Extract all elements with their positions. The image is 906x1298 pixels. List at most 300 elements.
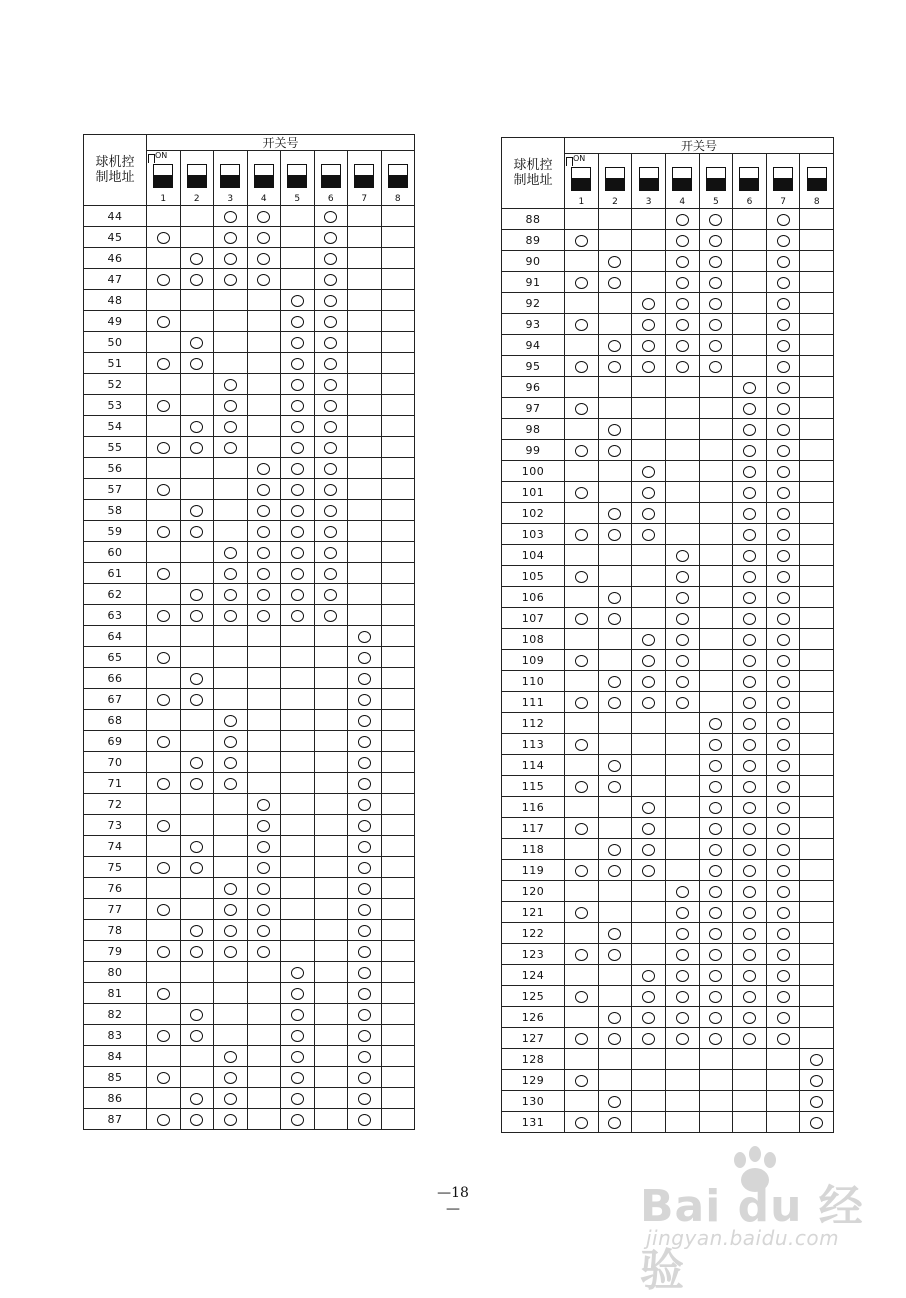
switch-cell: [598, 566, 632, 587]
switch-cell: [800, 755, 834, 776]
switch-cell: [348, 647, 382, 668]
switch-on-mark-icon: [676, 361, 689, 373]
switch-cell: [180, 1025, 214, 1046]
address-cell: 84: [84, 1046, 147, 1067]
switch-cell: [247, 1067, 281, 1088]
table-row: [84, 437, 415, 458]
switch-on-mark-icon: [224, 400, 237, 412]
switch-cell: [180, 542, 214, 563]
switch-on-mark-icon: [709, 1012, 722, 1024]
switch-lever-icon: [739, 167, 759, 191]
switch-on-mark-icon: [777, 802, 790, 814]
switch-on-mark-icon: [190, 778, 203, 790]
switch-cell: [800, 860, 834, 881]
switch-cell: [147, 1025, 181, 1046]
switch-cell: [281, 605, 315, 626]
switch-cell: [381, 647, 415, 668]
switch-cell: [214, 857, 248, 878]
switch-cell: [348, 689, 382, 710]
switch-cell: [699, 965, 733, 986]
switch-cell: [665, 839, 699, 860]
switch-cell: [699, 545, 733, 566]
switch-cell: [214, 668, 248, 689]
switch-cell: [348, 710, 382, 731]
switch-on-mark-icon: [777, 466, 790, 478]
switch-cell: [565, 1070, 599, 1091]
switch-cell: [247, 878, 281, 899]
switch-cell: [565, 251, 599, 272]
switch-cell: [147, 563, 181, 584]
table-row: [502, 461, 834, 482]
switch-cell: [348, 857, 382, 878]
switch-on-mark-icon: [324, 610, 337, 622]
switch-on-mark-icon: [575, 403, 588, 415]
address-cell: 44: [84, 206, 147, 227]
switch-cell: [800, 419, 834, 440]
switch-cell: [348, 815, 382, 836]
switch-cell: [214, 458, 248, 479]
switch-cell: [180, 500, 214, 521]
switch-cell: [665, 881, 699, 902]
switch-on-mark-icon: [358, 778, 371, 790]
switch-cell: [214, 206, 248, 227]
switch-cell: [766, 524, 800, 545]
switch-cell: [348, 479, 382, 500]
switch-on-mark-icon: [777, 781, 790, 793]
switch-on-mark-icon: [575, 613, 588, 625]
switch-cell: [180, 1004, 214, 1025]
switch-cell: [180, 836, 214, 857]
switch-on-mark-icon: [190, 358, 203, 370]
switch-on-mark-icon: [777, 613, 790, 625]
switch-cell: [632, 839, 666, 860]
table-row: [502, 1112, 834, 1133]
switch-cell: [348, 584, 382, 605]
table-row: [84, 374, 415, 395]
switch-cell: [348, 1067, 382, 1088]
switch-on-mark-icon: [608, 592, 621, 604]
switch-cell: [214, 794, 248, 815]
switch-cell: [632, 1112, 666, 1133]
switch-cell: [180, 437, 214, 458]
switch-cell: [180, 920, 214, 941]
switch-cell: [632, 923, 666, 944]
table-row: [502, 776, 834, 797]
switch-cell: [565, 545, 599, 566]
switch-on-mark-icon: [291, 967, 304, 979]
address-cell: 60: [84, 542, 147, 563]
switch-on-mark-icon: [777, 550, 790, 562]
switch-cell: [381, 689, 415, 710]
switch-cell: [281, 731, 315, 752]
switch-cell: [281, 689, 315, 710]
switch-cell: [665, 797, 699, 818]
switch-cell: [766, 566, 800, 587]
switch-cell: [381, 584, 415, 605]
address-cell: 46: [84, 248, 147, 269]
switch-on-mark-icon: [709, 256, 722, 268]
switch-cell: [766, 923, 800, 944]
dip-switch-icon: [315, 151, 348, 205]
switch-cell: [214, 815, 248, 836]
switch-on-mark-icon: [676, 634, 689, 646]
switch-cell: [632, 272, 666, 293]
switch-cell: [147, 857, 181, 878]
switch-cell: [348, 1088, 382, 1109]
switch-cell: [699, 776, 733, 797]
switch-on-mark-icon: [358, 631, 371, 643]
switch-cell: [733, 398, 767, 419]
watermark-url: jingyan.baidu.com: [646, 1226, 840, 1250]
address-cell: 120: [502, 881, 565, 902]
switch-on-mark-icon: [358, 1051, 371, 1063]
switch-on-mark-icon: [777, 1033, 790, 1045]
switch-cell: [314, 668, 348, 689]
switch-on-mark-icon: [324, 295, 337, 307]
switch-on-mark-icon: [190, 925, 203, 937]
switch-cell: [800, 335, 834, 356]
switch-on-mark-icon: [190, 862, 203, 874]
switch-on-mark-icon: [257, 799, 270, 811]
dip-switch-icon: [565, 154, 598, 208]
table-row: [84, 920, 415, 941]
switch-cell: [314, 563, 348, 584]
dip-switch-icon: [733, 154, 766, 208]
switch-cell: [147, 521, 181, 542]
switch-cell: [214, 584, 248, 605]
address-cell: 100: [502, 461, 565, 482]
switch-on-mark-icon: [224, 946, 237, 958]
switch-cell: [665, 230, 699, 251]
table-row: [502, 713, 834, 734]
switch-cell: [180, 773, 214, 794]
switch-cell: [665, 461, 699, 482]
table-row: [84, 1046, 415, 1067]
table-row: [502, 797, 834, 818]
switch-cell: [699, 566, 733, 587]
switch-cell: [348, 899, 382, 920]
switch-on-mark-icon: [608, 277, 621, 289]
switch-cell: [247, 248, 281, 269]
table-row: [84, 1025, 415, 1046]
switch-cell: [800, 1091, 834, 1112]
table-row: [84, 710, 415, 731]
switch-cell: [180, 815, 214, 836]
table-row: [502, 209, 834, 230]
switch-cell: [214, 1004, 248, 1025]
address-cell: 77: [84, 899, 147, 920]
switch-cell: [766, 545, 800, 566]
switch-on-mark-icon: [324, 526, 337, 538]
switch-cell: [632, 629, 666, 650]
switch-on-mark-icon: [608, 697, 621, 709]
switch-cell: [632, 1007, 666, 1028]
switch-cell: [665, 545, 699, 566]
switch-cell: [733, 272, 767, 293]
table-row: [84, 962, 415, 983]
switch-cell: [381, 941, 415, 962]
table-row: [502, 335, 834, 356]
address-cell: 49: [84, 311, 147, 332]
switch-cell: [247, 521, 281, 542]
switch-cell: [733, 650, 767, 671]
switch-cell: [180, 1046, 214, 1067]
switch-cell: [800, 314, 834, 335]
switch-cell: [766, 650, 800, 671]
switch-cell: [281, 1067, 315, 1088]
switch-on-mark-icon: [676, 550, 689, 562]
switch-on-mark-icon: [777, 907, 790, 919]
switch-on-mark-icon: [358, 652, 371, 664]
switch-cell: [348, 1046, 382, 1067]
switch-cell: [214, 605, 248, 626]
switch-on-mark-icon: [257, 547, 270, 559]
switch-on-mark-icon: [709, 319, 722, 331]
switch-cell: [381, 563, 415, 584]
switch-cell: [565, 881, 599, 902]
switch-cell: [180, 311, 214, 332]
switch-cell: [733, 377, 767, 398]
switch-number: 5: [294, 194, 301, 204]
switch-on-mark-icon: [575, 1075, 588, 1087]
switch-cell: [281, 521, 315, 542]
switch-cell: [214, 269, 248, 290]
switch-cell: [214, 878, 248, 899]
on-label: ON: [573, 154, 586, 163]
switch-cell: [766, 986, 800, 1007]
switch-cell: [314, 1109, 348, 1130]
table-row: [84, 836, 415, 857]
switch-cell: [598, 734, 632, 755]
switch-cell: [214, 836, 248, 857]
switch-cell: [214, 500, 248, 521]
address-cell: 78: [84, 920, 147, 941]
switch-cell: [699, 419, 733, 440]
table-row: [84, 290, 415, 311]
switch-cell: [598, 902, 632, 923]
switch-on-mark-icon: [358, 694, 371, 706]
switch-on-mark-icon: [324, 589, 337, 601]
switch-cell: [598, 335, 632, 356]
switch-cell: [214, 1046, 248, 1067]
table-row: [84, 542, 415, 563]
switch-on-mark-icon: [743, 844, 756, 856]
switch-on-mark-icon: [777, 739, 790, 751]
switch-cell: [565, 1049, 599, 1070]
switch-cell: [381, 920, 415, 941]
switch-cell: [766, 818, 800, 839]
switch-on-mark-icon: [190, 253, 203, 265]
switch-cell: [281, 1109, 315, 1130]
switch-cell: [180, 605, 214, 626]
switch-lever-icon: [571, 167, 591, 191]
address-cell: 126: [502, 1007, 565, 1028]
switch-on-mark-icon: [743, 1012, 756, 1024]
switch-column-header: [214, 151, 248, 206]
address-cell: 89: [502, 230, 565, 251]
switch-on-mark-icon: [358, 1093, 371, 1105]
switch-cell: [314, 941, 348, 962]
switch-cell: [348, 668, 382, 689]
switch-on-mark-icon: [777, 655, 790, 667]
switch-column-header: [800, 154, 834, 209]
switch-cell: [598, 230, 632, 251]
switch-cell: [381, 1088, 415, 1109]
switch-cell: [247, 941, 281, 962]
switch-cell: [598, 398, 632, 419]
switch-on-mark-icon: [358, 757, 371, 769]
switch-on-mark-icon: [608, 865, 621, 877]
switch-cell: [598, 440, 632, 461]
switch-on-mark-icon: [257, 505, 270, 517]
switch-cell: [665, 482, 699, 503]
switch-on-mark-icon: [291, 1114, 304, 1126]
switch-on-mark-icon: [743, 424, 756, 436]
switch-lever-icon: [672, 167, 692, 191]
switch-cell: [598, 461, 632, 482]
switch-on-mark-icon: [190, 442, 203, 454]
switch-cell: [699, 671, 733, 692]
switch-cell: [565, 398, 599, 419]
switch-cell: [147, 269, 181, 290]
switch-on-mark-icon: [291, 1072, 304, 1084]
switch-on-mark-icon: [157, 358, 170, 370]
switch-on-mark-icon: [224, 715, 237, 727]
switch-cell: [766, 587, 800, 608]
switch-cell: [214, 1067, 248, 1088]
dip-switch-table-left: [83, 134, 415, 1130]
switch-cell: [281, 878, 315, 899]
address-cell: 104: [502, 545, 565, 566]
switch-cell: [766, 419, 800, 440]
switch-cell: [247, 206, 281, 227]
switch-cell: [565, 440, 599, 461]
switch-cell: [665, 734, 699, 755]
switch-on-mark-icon: [608, 1096, 621, 1108]
switch-cell: [314, 521, 348, 542]
table-row: [502, 398, 834, 419]
switch-cell: [314, 1046, 348, 1067]
switch-on-mark-icon: [257, 841, 270, 853]
address-cell: 121: [502, 902, 565, 923]
table-row: [502, 272, 834, 293]
switch-on-mark-icon: [575, 361, 588, 373]
switch-cell: [247, 710, 281, 731]
switch-on-mark-icon: [642, 970, 655, 982]
switch-cell: [800, 797, 834, 818]
switch-on-mark-icon: [743, 991, 756, 1003]
switch-on-mark-icon: [358, 946, 371, 958]
switch-cell: [766, 776, 800, 797]
switch-on-mark-icon: [257, 232, 270, 244]
switch-cell: [314, 353, 348, 374]
switch-cell: [180, 227, 214, 248]
switch-cell: [598, 671, 632, 692]
switch-on-mark-icon: [709, 760, 722, 772]
switch-cell: [180, 374, 214, 395]
switch-cell: [314, 857, 348, 878]
switch-on-mark-icon: [709, 844, 722, 856]
switch-on-mark-icon: [777, 634, 790, 646]
switch-on-mark-icon: [157, 736, 170, 748]
switch-cell: [281, 1025, 315, 1046]
switch-cell: [147, 1067, 181, 1088]
switch-on-mark-icon: [575, 991, 588, 1003]
switch-cell: [565, 272, 599, 293]
switch-cell: [800, 209, 834, 230]
switch-cell: [180, 458, 214, 479]
switch-on-mark-icon: [224, 442, 237, 454]
switch-cell: [800, 923, 834, 944]
switch-cell: [699, 377, 733, 398]
switch-cell: [699, 356, 733, 377]
switch-cell: [632, 902, 666, 923]
switch-on-mark-icon: [291, 295, 304, 307]
switch-cell: [381, 668, 415, 689]
switch-on-mark-icon: [324, 400, 337, 412]
switch-cell: [381, 227, 415, 248]
switch-on-mark-icon: [777, 214, 790, 226]
switch-cell: [766, 944, 800, 965]
address-cell: 113: [502, 734, 565, 755]
switch-on-mark-icon: [709, 949, 722, 961]
switch-cell: [800, 1070, 834, 1091]
switch-cell: [733, 482, 767, 503]
switch-cell: [214, 647, 248, 668]
switch-cell: [247, 773, 281, 794]
switch-cell: [147, 206, 181, 227]
address-cell: 74: [84, 836, 147, 857]
switch-cell: [281, 437, 315, 458]
switch-cell: [733, 251, 767, 272]
switch-cell: [565, 482, 599, 503]
switch-on-mark-icon: [358, 715, 371, 727]
switch-on-mark-icon: [608, 1033, 621, 1045]
switch-cell: [800, 734, 834, 755]
switch-cell: [632, 734, 666, 755]
switch-on-mark-icon: [743, 949, 756, 961]
switch-on-mark-icon: [608, 424, 621, 436]
switch-cell: [699, 1007, 733, 1028]
switch-on-mark-icon: [358, 1030, 371, 1042]
switch-cell: [598, 944, 632, 965]
switch-cell: [665, 419, 699, 440]
switch-cell: [632, 293, 666, 314]
switch-cell: [665, 440, 699, 461]
switch-cell: [598, 419, 632, 440]
switch-cell: [800, 650, 834, 671]
switch-cell: [733, 1112, 767, 1133]
switch-number: 8: [394, 194, 401, 204]
address-cell: 101: [502, 482, 565, 503]
switch-on-mark-icon: [777, 382, 790, 394]
switch-number: 7: [361, 194, 368, 204]
switch-on-mark-icon: [224, 379, 237, 391]
switch-cell: [147, 731, 181, 752]
switch-on-mark-icon: [777, 424, 790, 436]
address-cell: 86: [84, 1088, 147, 1109]
switch-cell: [247, 668, 281, 689]
switch-cell: [180, 668, 214, 689]
switch-cell: [665, 377, 699, 398]
switch-on-mark-icon: [642, 466, 655, 478]
switch-cell: [147, 941, 181, 962]
table-row: [502, 965, 834, 986]
switch-on-mark-icon: [743, 508, 756, 520]
switch-cell: [247, 374, 281, 395]
switch-on-mark-icon: [810, 1117, 823, 1129]
switch-cell: [381, 1004, 415, 1025]
